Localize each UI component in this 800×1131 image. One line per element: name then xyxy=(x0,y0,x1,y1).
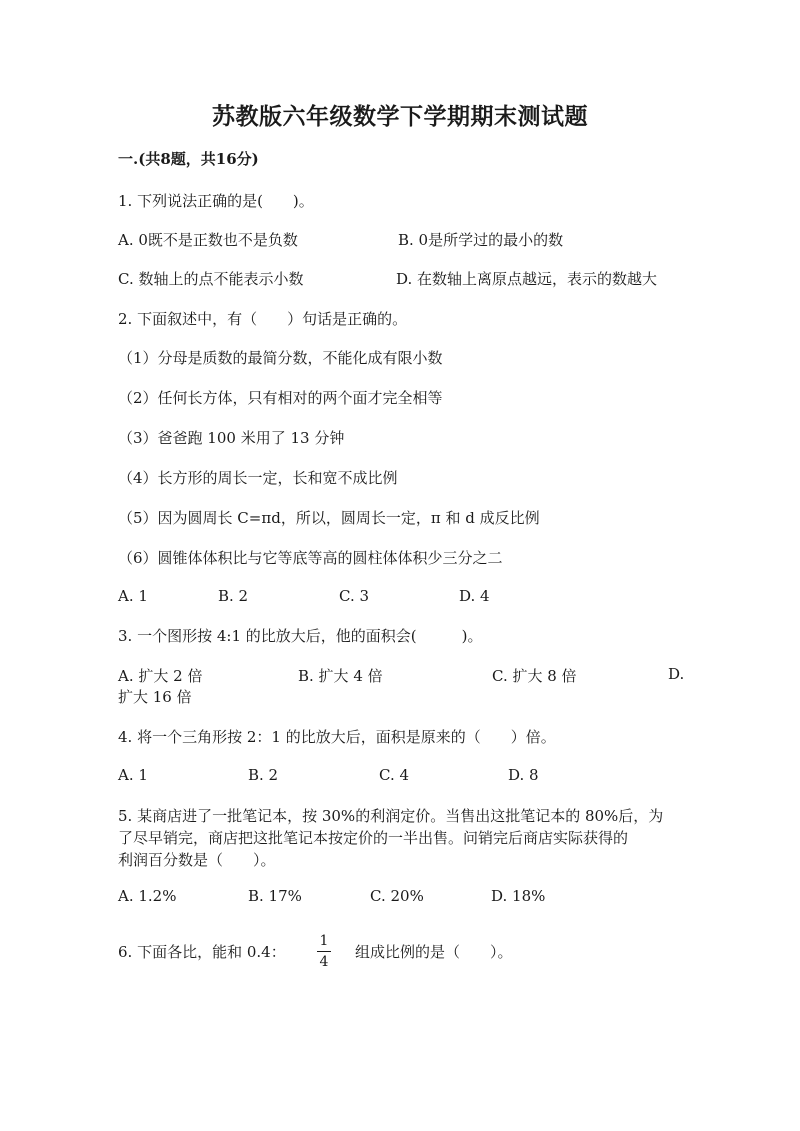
question-5-stem-line-1: 5. 某商店进了一批笔记本，按 30%的利润定价。当售出这批笔记本的 80%后，为 xyxy=(118,807,664,825)
question-4-option-d: D. 8 xyxy=(508,766,539,784)
question-2-option-a: A. 1 xyxy=(118,587,148,605)
question-2-option-b: B. 2 xyxy=(218,587,249,605)
question-5-option-a: A. 1.2% xyxy=(118,887,177,905)
question-6-stem-before: 6. 下面各比，能和 0.4： xyxy=(118,943,286,961)
question-5-option-b: B. 17% xyxy=(248,887,302,905)
question-1-option-a: A. 0既不是正数也不是负数 xyxy=(118,231,298,249)
question-2-option-d: D. 4 xyxy=(459,587,490,605)
question-5-option-d: D. 18% xyxy=(491,887,546,905)
question-1-option-b: B. 0是所学过的最小的数 xyxy=(398,231,564,249)
fraction-denominator: 4 xyxy=(319,954,329,970)
question-3-option-c: C. 扩大 8 倍 xyxy=(492,667,577,685)
question-1-option-c: C. 数轴上的点不能表示小数 xyxy=(118,270,304,288)
question-4-option-b: B. 2 xyxy=(248,766,279,784)
question-1-option-d: D. 在数轴上离原点越远，表示的数越大 xyxy=(396,270,658,288)
question-2-statement-1: （1）分母是质数的最简分数，不能化成有限小数 xyxy=(118,349,443,367)
question-3-option-a: A. 扩大 2 倍 xyxy=(118,667,203,685)
question-3-stem: 3. 一个图形按 4:1 的比放大后，他的面积会( )。 xyxy=(118,627,483,645)
question-5-stem-line-3: 利润百分数是（ ）。 xyxy=(118,851,276,869)
question-5-option-c: C. 20% xyxy=(370,887,424,905)
fraction-numerator: 1 xyxy=(319,933,329,949)
question-4-option-a: A. 1 xyxy=(118,766,148,784)
question-6-stem-after: 组成比例的是（ ）。 xyxy=(355,943,513,961)
question-3-option-b: B. 扩大 4 倍 xyxy=(298,667,383,685)
question-2-option-c: C. 3 xyxy=(339,587,370,605)
question-3-option-d-text: 扩大 16 倍 xyxy=(118,688,192,706)
question-6-fraction xyxy=(313,932,335,971)
section-heading: 一.(共8题，共16分) xyxy=(118,150,259,168)
question-1-stem: 1. 下列说法正确的是( )。 xyxy=(118,192,314,210)
page-title: 苏教版六年级数学下学期期末测试题 xyxy=(212,103,588,130)
question-2-stem: 2. 下面叙述中，有（ ）句话是正确的。 xyxy=(118,310,408,328)
question-2-statement-2: （2）任何长方体，只有相对的两个面才完全相等 xyxy=(118,389,443,407)
fraction-bar xyxy=(317,951,331,952)
question-2-statement-5: （5）因为圆周长 C=πd，所以，圆周长一定，π 和 d 成反比例 xyxy=(118,509,540,527)
question-2-statement-4: （4）长方形的周长一定，长和宽不成比例 xyxy=(118,469,398,487)
question-2-statement-6: （6）圆锥体体积比与它等底等高的圆柱体体积少三分之二 xyxy=(118,549,503,567)
question-2-statement-3: （3）爸爸跑 100 米用了 13 分钟 xyxy=(118,429,345,447)
question-3-option-d: D. xyxy=(668,665,685,683)
question-5-stem-line-2: 了尽早销完，商店把这批笔记本按定价的一半出售。问销完后商店实际获得的 xyxy=(118,829,629,847)
question-4-option-c: C. 4 xyxy=(379,766,410,784)
question-4-stem: 4. 将一个三角形按 2：1 的比放大后，面积是原来的（ ）倍。 xyxy=(118,728,556,746)
